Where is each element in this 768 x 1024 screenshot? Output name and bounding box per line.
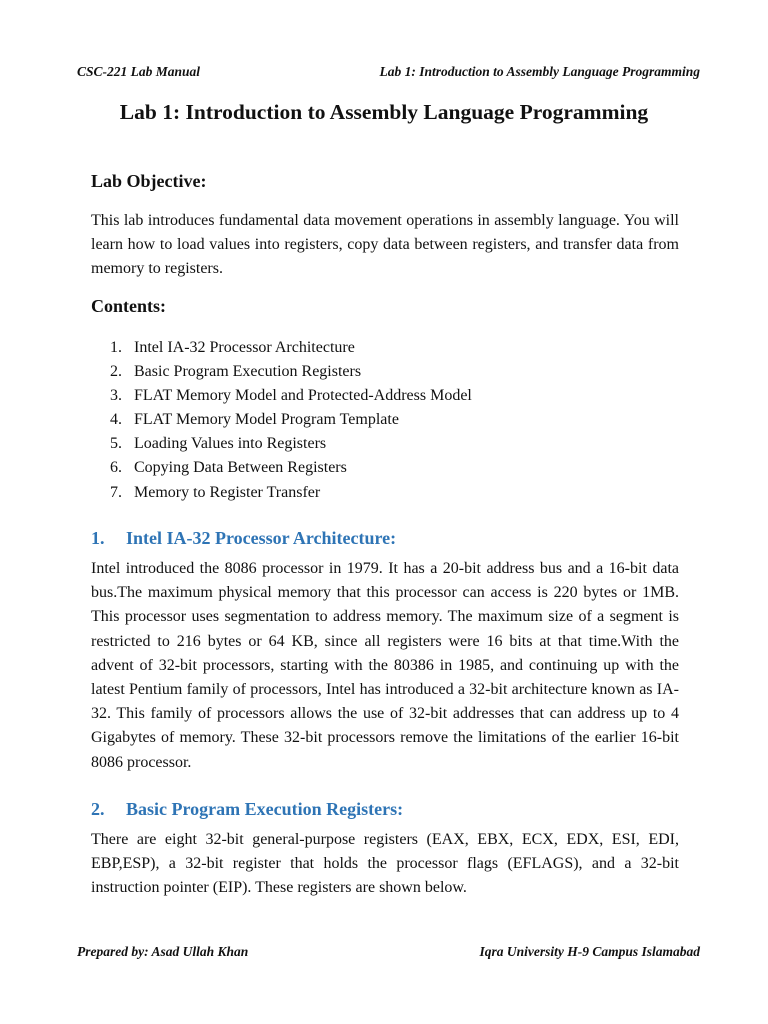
contents-item: 5. Loading Values into Registers: [110, 435, 327, 453]
footer-author: Prepared by: Asad Ullah Khan: [77, 944, 249, 959]
footer-institution: Iqra University H-9 Campus Islamabad: [479, 944, 700, 959]
objective-text: This lab introduces fundamental data movement operations in assembly language. You will learn how to load values into registers, copy data between registers, and transfer data from memory to registers.: [91, 212, 679, 278]
contents-item: 7. Memory to Register Transfer: [110, 483, 321, 501]
contents-item: 4. FLAT Memory Model Program Template: [110, 411, 399, 429]
section-1-heading: [91, 528, 396, 549]
contents-item: 1. Intel IA-32 Processor Architecture: [110, 339, 355, 356]
section-2-text: There are eight 32-bit general-purpose registers (EAX, EBX, ECX, EDX, ESI, EDI, EBP,ESP), a 32-bit register that holds the processor flags (EFLAGS), and a 32-bit instruction pointer (EIP). These registers are shown below.: [91, 831, 679, 897]
page-header: [77, 64, 700, 80]
section-1-text: Intel introduced the 8086 processor in 1979. It has a 20-bit address bus and a 16-bit data bus.The maximum physical memory that this processor can access is 220 bytes or 1MB. This processor uses segmentation to address memory. The maximum size of a segment is restricted to 216 bytes or 64 KB, since all registers were 16 bits at that time.With the advent of 32-bit processors, starting with the 80386 in 1985, and continuing up with the latest Pentium family of processors, Intel has introduced a 32-bit architecture known as IA-32. This family of processors allows the use of 32-bit addresses that can address up to 4 Gigabytes of memory. These 32-bit processors remove the limitations of the earlier 16-bit 8086 processor.: [91, 560, 679, 771]
page-title: Lab 1: Introduction to Assembly Language Programming: [119, 100, 649, 124]
contents-item: 3. FLAT Memory Model and Protected-Address Model: [110, 387, 472, 405]
contents-list: [110, 336, 472, 505]
page-footer: [77, 944, 700, 960]
contents-item: 6. Copying Data Between Registers: [110, 459, 347, 477]
section-2-title: Basic Program Execution Registers:: [126, 799, 404, 819]
section-2-number: 2.: [91, 799, 105, 819]
section-2-heading: [91, 799, 403, 820]
objective-heading: Lab Objective:: [91, 171, 207, 191]
contents-item: 2. Basic Program Execution Registers: [110, 363, 362, 381]
section-1-title: Intel IA-32 Processor Architecture:: [126, 528, 397, 548]
header-course: CSC-221 Lab Manual: [77, 64, 201, 79]
contents-heading: Contents:: [91, 296, 166, 316]
header-lab-title: Lab 1: Introduction to Assembly Language Programming: [379, 64, 700, 79]
section-1-number: 1.: [91, 528, 105, 548]
